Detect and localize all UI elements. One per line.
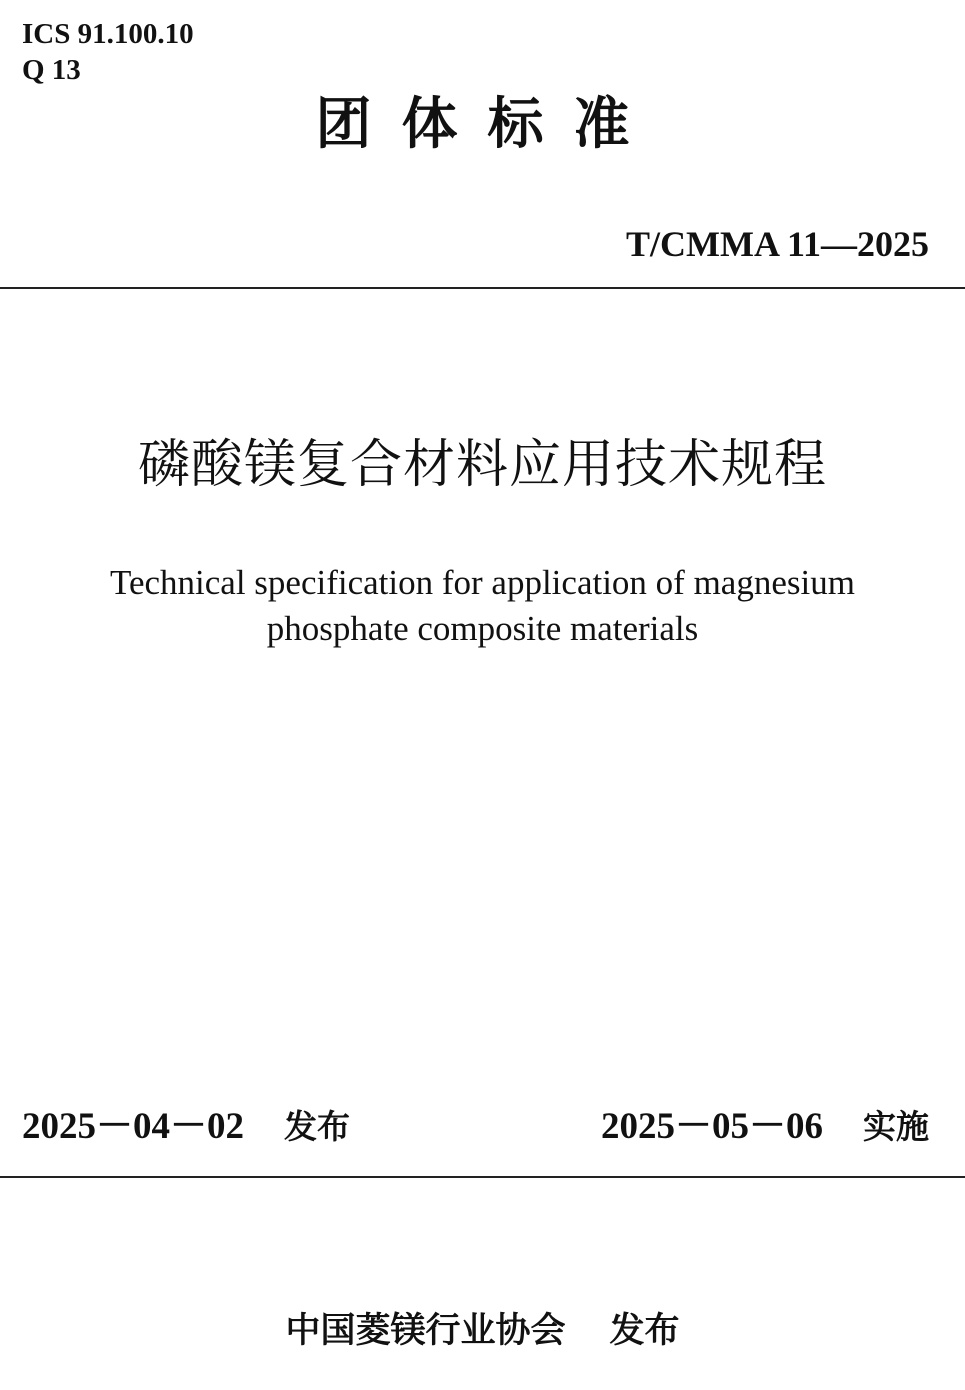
ccs-code: Q 13 [22,54,81,86]
issue-label: 发布 [284,1107,350,1146]
implementation-date-block [601,1104,929,1150]
standard-type-heading: 团体标准 [315,92,660,157]
publisher-name: 中国菱镁行业协会 [285,1311,566,1351]
issue-date: 2025－04－02 [22,1106,244,1147]
standard-number: T/CMMA 11—2025 [626,224,929,264]
publisher-block [0,1308,965,1354]
document-title-english [0,560,965,652]
english-title-line-1: Technical specification for application of magnesium [110,563,855,602]
ics-code: ICS 91.100.10 [22,18,194,50]
english-title-line-2: phosphate composite materials [266,609,699,648]
document-title-chinese: 磷酸镁复合材料应用技术规程 [137,435,827,495]
implementation-label: 实施 [863,1107,929,1146]
issue-date-block [22,1104,350,1150]
bottom-divider [0,1176,965,1178]
implementation-date: 2025－05－06 [601,1106,823,1147]
publisher-label: 发布 [609,1311,680,1351]
top-divider [0,287,965,289]
